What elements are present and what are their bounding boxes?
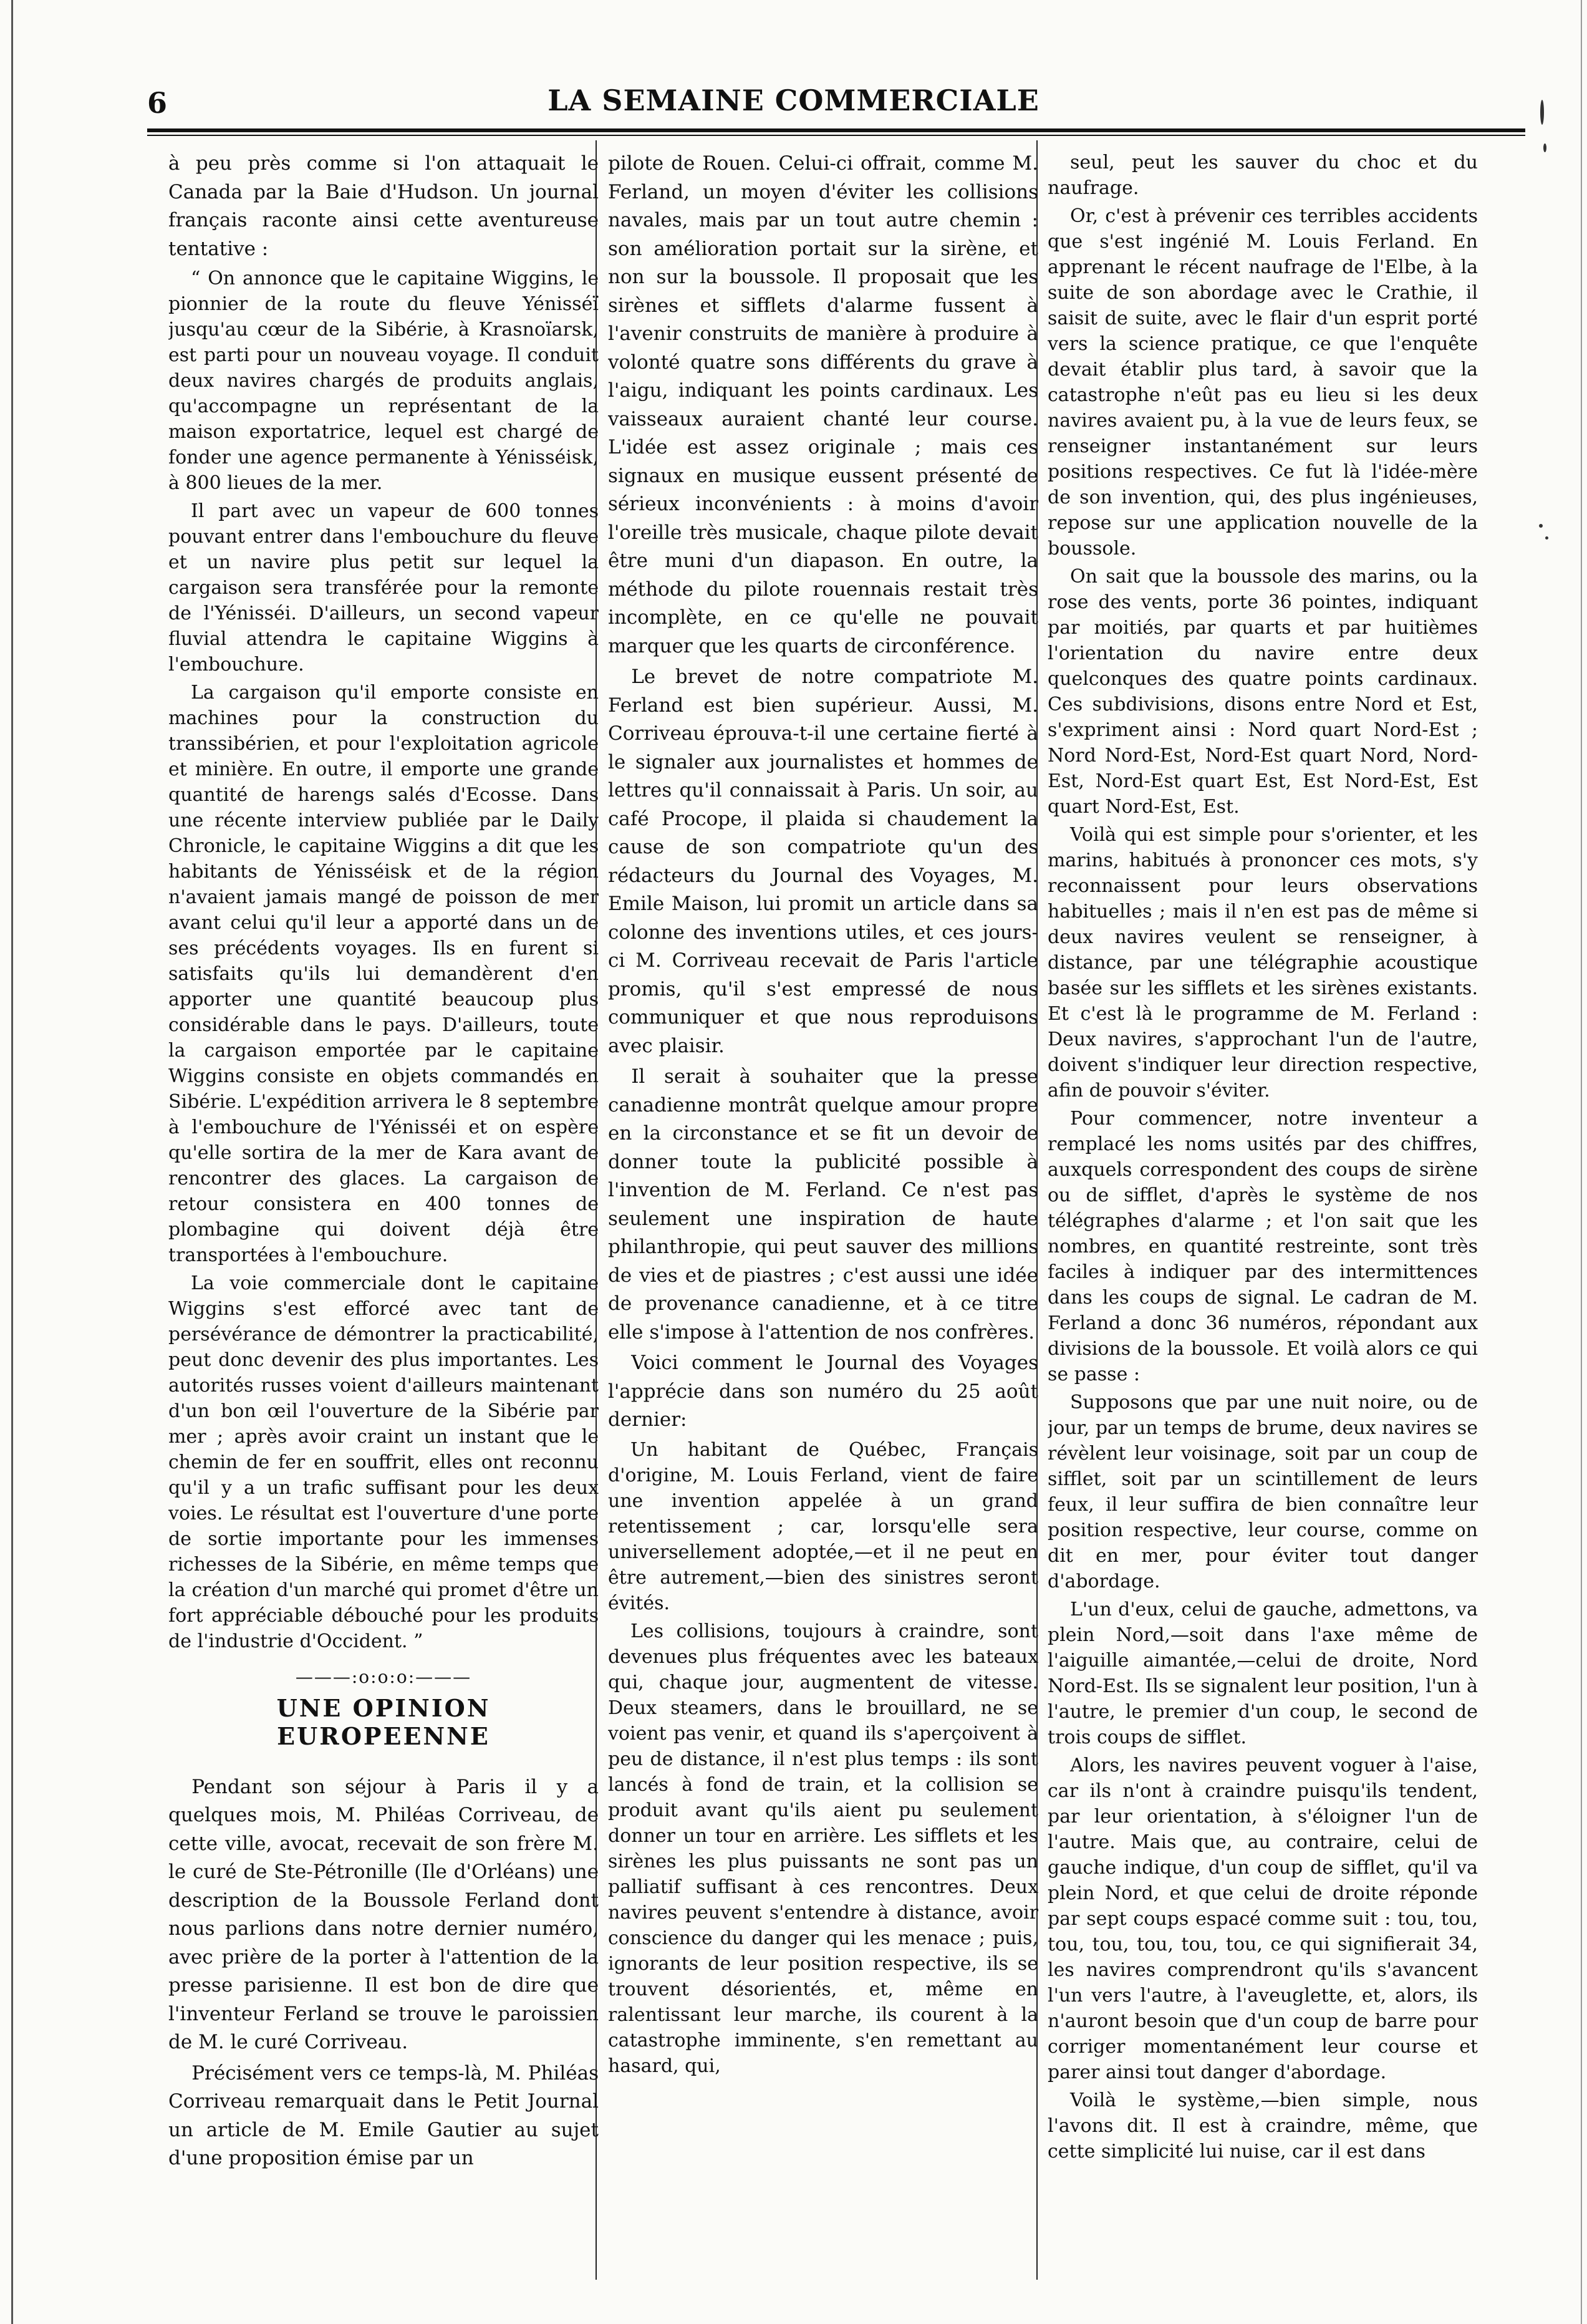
ink-speck bbox=[1540, 100, 1544, 125]
column-2-paragraph: pilote de Rouen. Celui-ci offrait, comme M. Ferland, un moyen d'éviter les collisions navales, mais par un tout autre chemin : son amélioration portait sur la sirène, et non sur la boussole. Il proposait que les sirènes et sifflets d'alarme fussent à l'avenir construits de manière à produire à volonté quatre sons différents du grave à l'aigu, indiquant les points cardinaux. Les vaisseaux auraient chanté leur course. L'idée est assez originale ; mais ces signaux en musique eussent présenté de sérieux inconvénients : à moins d'avoir l'oreille très musicale, chaque pilote devait être muni d'un diapason. En outre, la méthode du pilote rouennais restait très incomplète, en ce qu'elle ne pouvait marquer que les quarts de circonférence. bbox=[608, 152, 1038, 657]
section-separator: ———:o:o:o:——— bbox=[295, 1667, 472, 1687]
ink-speck bbox=[1545, 536, 1548, 540]
column-2-paragraph: Un habitant de Québec, Français d'origine, M. Louis Ferland, vient de faire une invention appelée à un grand retentissement ; car, lorsqu'elle sera universellement adoptée,—et il ne peut en être autrement,—bien des sinistres seront évités. bbox=[608, 1438, 1038, 1614]
column-3-paragraph: Voilà le système,—bien simple, nous l'avons dit. Il est à craindre, même, que cette simplicité lui nuise, car il est dans bbox=[1048, 2089, 1478, 2162]
column-3-paragraph: On sait que la boussole des marins, ou la rose des vents, porte 36 pointes, indiquant par moitiés, par quarts et par huitièmes l'orientation du navire entre deux quelconques des quatre points cardinaux. Ces subdivisions, disons entre Nord et Est, s'expriment ainsi : Nord quart Nord-Est ; Nord Nord-Est, Nord-Est quart Nord, Nord-Est, Nord-Est quart Est, Est Nord-Est, Est quart Nord-Est, Est. bbox=[1048, 566, 1478, 818]
column-2-paragraph: Les collisions, toujours à craindre, sont devenues plus fréquentes avec les bateaux qui, chaque jour, augmentent de vitesse. Deux steamers, dans le brouillard, ne se voient pas venir, et quand ils s'aperçoivent à peu de distance, il n'est plus temps : ils sont lancés à fond de train, et la collision se produit avant qu'ils aient pu seulement donner un tour en arrière. Les sifflets et les sirènes les plus puissants ne sont pas un palliatif suffisant à ces rencontres. Deux navires peuvent s'entendre à distance, avoir conscience du danger qui les menace ; puis, ignorants de leur position respective, ils se trouvent désorientés, et, même en ralentissant leur marche, ils courent à la catastrophe imminente, s'en remettant au hasard, qui, bbox=[608, 1620, 1038, 2077]
column-1-paragraph: “ On annonce que le capitaine Wiggins, le pionnier de la route du fleuve Yénisséï jusqu'au cœur de la Sibérie, à Krasnoïarsk, est parti pour un nouveau voyage. Il conduit deux navires chargés de produits anglais, qu'accompagne un représentant de la maison exportatrice, lequel est chargé de fonder une agence permanente à Yénisséisk, à 800 lieues de la mer. bbox=[168, 268, 599, 494]
page-number: 6 bbox=[147, 86, 168, 120]
column-1-paragraph: Précisément vers ce temps-là, M. Philéas Corriveau remarquait dans le Petit Journal un article de M. Emile Gautier au sujet d'une proposition émise par un bbox=[168, 2061, 599, 2169]
column-2-paragraph: Il serait à souhaiter que la presse canadienne montrât quelque amour propre en la circonstance et se fit un devoir de donner toute la publicité possible à l'invention de M. Ferland. Ce n'est pas seulement une inspiration de haute philanthropie, qui peut sauver des millions de vies et de piastres ; c'est aussi une idée de provenance canadienne, et à ce titre elle s'impose à l'attention de nos confrères. bbox=[608, 1065, 1038, 1344]
column-3-paragraph: L'un d'eux, celui de gauche, admettons, va plein Nord,—soit dans l'axe même de l'aiguille aimantée,—celui de droite, Nord Nord-Est. Ils se signalent leur position, l'un à l'autre, le premier d'un coup, le second de trois coups de sifflet. bbox=[1048, 1599, 1478, 1748]
left-binding-edge bbox=[0, 0, 13, 2324]
running-head: LA SEMAINE COMMERCIALE bbox=[547, 84, 1040, 117]
column-1-paragraph: Pendant son séjour à Paris il y a quelques mois, M. Philéas Corriveau, de cette ville, avocat, recevait de son frère M. le curé de Ste-Pétronille (Ile d'Orléans) une description de la Boussole Ferland dont nous parlions dans notre dernier numéro, avec prière de la porter à l'attention de la presse parisienne. Il est bon de dire que l'inventeur Ferland se trouve le paroissien de M. le curé Corriveau. bbox=[168, 1775, 599, 2053]
column-3-paragraph: seul, peut les sauver du choc et du naufrage. bbox=[1048, 152, 1478, 199]
column-2-paragraph: Le brevet de notre compatriote M. Ferland est bien supérieur. Aussi, M. Corriveau éprouva-t-il une certaine fierté à le signaler aux journalistes et hommes de lettres qu'il connaissait à Paris. Un soir, au café Procope, il plaida si chaudement la cause de son compatriote qu'un des rédacteurs du Journal des Voyages, M. Emile Maison, lui promit un article dans sa colonne des inventions utiles, et ces jours-ci M. Corriveau recevait de Paris l'article promis, qu'il s'est empressé de nous communiquer et que nous reproduisons avec plaisir. bbox=[608, 666, 1038, 1057]
ink-speck bbox=[1543, 143, 1546, 152]
column-1-paragraph: La cargaison qu'il emporte consiste en machines pour la construction du transsibérien, et pour l'exploitation agricole et minière. En outre, il emporte une grande quantité de harengs salés d'Ecosse. Dans une récente interview publiée par le Daily Chronicle, le capitaine Wiggins a dit que les habitants de Yénisséisk et de la région n'avaient jamais mangé de poisson de mer avant celui qu'il leur a apporté dans un de ses précédents voyages. Ils en furent si satisfaits qu'ils lui demandèrent d'en apporter une quantité beaucoup plus considérable dans le pays. D'ailleurs, toute la cargaison emportée par le capitaine Wiggins consiste en objets commandés en Sibérie. L'expédition arrivera le 8 septembre à l'embouchure de l'Yénisséi et on espère qu'elle sortira de la mer de Kara avant de rencontrer des glaces. La cargaison de retour consistera en 400 tonnes de plombagine qui doivent déjà être transportées à l'embouchure. bbox=[168, 682, 599, 1266]
column-3-paragraph: Supposons que par une nuit noire, ou de jour, par un temps de brume, deux navires se révèlent leur voisinage, soit par un coup de sifflet, soit par un scintillement de leurs feux, il leur suffira de bien connaître leur position respective, leur course, comme on dit en mer, pour éviter tout danger d'abordage. bbox=[1048, 1392, 1478, 1592]
column-3-paragraph: Voilà qui est simple pour s'orienter, et les marins, habitués à prononcer ces mots, s'y reconnaissent pour leurs observations habituelles ; mais il n'en est pas de même si deux navires veulent se renseigner, à distance, par une télégraphie acoustique basée sur les sifflets et les sirènes existants. Et c'est là le programme de M. Ferland : Deux navires, s'approchant l'un de l'autre, doivent s'indiquer leur direction respective, afin de pouvoir s'éviter. bbox=[1048, 824, 1478, 1101]
column-1 bbox=[168, 150, 599, 2283]
header-rule-thick bbox=[147, 128, 1525, 132]
column-1-paragraph: Il part avec un vapeur de 600 tonnes pouvant entrer dans l'embouchure du fleuve et un navire plus petit sur lequel la cargaison sera transférée pour la remonte de l'Yénisséi. D'ailleurs, un second vapeur fluvial attendra le capitaine Wiggins à l'embouchure. bbox=[168, 500, 599, 675]
right-page-edge bbox=[1581, 0, 1587, 2324]
column-2 bbox=[608, 150, 1038, 2283]
header-rule-thin bbox=[147, 135, 1525, 136]
column-3-paragraph: Pour commencer, notre inventeur a remplacé les noms usités par des chiffres, auxquels correspondent des coups de sirène ou de sifflet, d'après le système de nos télégraphes d'alarme ; et l'on sait que les nombres, en quantité restreinte, sont très faciles à indiquer par des intermittences dans les coups de signal. Le cadran de M. Ferland a donc 36 numéros, répondant aux divisions de la boussole. Et voilà alors ce qui se passe : bbox=[1048, 1108, 1478, 1385]
column-1-paragraph: La voie commerciale dont le capitaine Wiggins s'est efforcé avec tant de persévérance de démontrer la practicabilité, peut donc devenir des plus importantes. Les autorités russes voient d'ailleurs maintenant d'un bon œil l'ouverture de la Sibérie par mer ; après avoir craint un instant que le chemin de fer en souffrit, elles ont reconnu qu'il y a un trafic suffisant pour les deux voies. Le résultat est l'ouverture d'une porte de sortie importante pour les immenses richesses de la Sibérie, en même temps que la création d'un marché qui promet d'être un fort appréciable débouché pour les produits de l'industrie d'Occident. ” bbox=[168, 1272, 599, 1652]
column-3-paragraph: Or, c'est à prévenir ces terribles accidents que s'est ingénié M. Louis Ferland. En apprenant le récent naufrage de l'Elbe, à la suite de son abordage avec le Crathie, il saisit de suite, avec le flair d'un esprit porté vers la science pratique, ce que l'enquête devait établir plus tard, à savoir que la catastrophe n'eût pas eu lieu si les deux navires avaient pu, à la vue de leurs feux, se renseigner instantanément sur leurs positions respectives. Ce fut là l'idée-mère de son invention, qui, des plus ingénieuses, repose sur une application nouvelle de la boussole. bbox=[1048, 205, 1478, 559]
column-3-paragraph: Alors, les navires peuvent voguer à l'aise, car ils n'ont à craindre puisqu'ils tendent, par leur orientation, à s'éloigner l'un de l'autre. Mais que, au contraire, celui de gauche indique, d'un coup de sifflet, qu'il va plein Nord, et que celui de droite réponde par sept coups espacé comme suit : tou, tou, tou, tou, tou, tou, tou, ce qui signifierait 34, les navires comprendront qu'ils s'avancent l'un vers l'autre, à l'aveuglette, et, alors, ils n'auront besoin que d'un coup de barre pour corriger momentanément leur course et parer ainsi tout danger d'abordage. bbox=[1048, 1755, 1478, 2083]
section-heading: UNE OPINION EUROPEENNE bbox=[276, 1693, 491, 1750]
ink-speck bbox=[1539, 524, 1543, 528]
column-1-paragraph: à peu près comme si l'on attaquait le Canada par la Baie d'Hudson. Un journal français raconte ainsi cette aventureuse tentative : bbox=[168, 152, 599, 260]
column-3 bbox=[1048, 150, 1478, 2283]
column-2-paragraph: Voici comment le Journal des Voyages l'apprécie dans son numéro du 25 août dernier: bbox=[608, 1352, 1038, 1431]
